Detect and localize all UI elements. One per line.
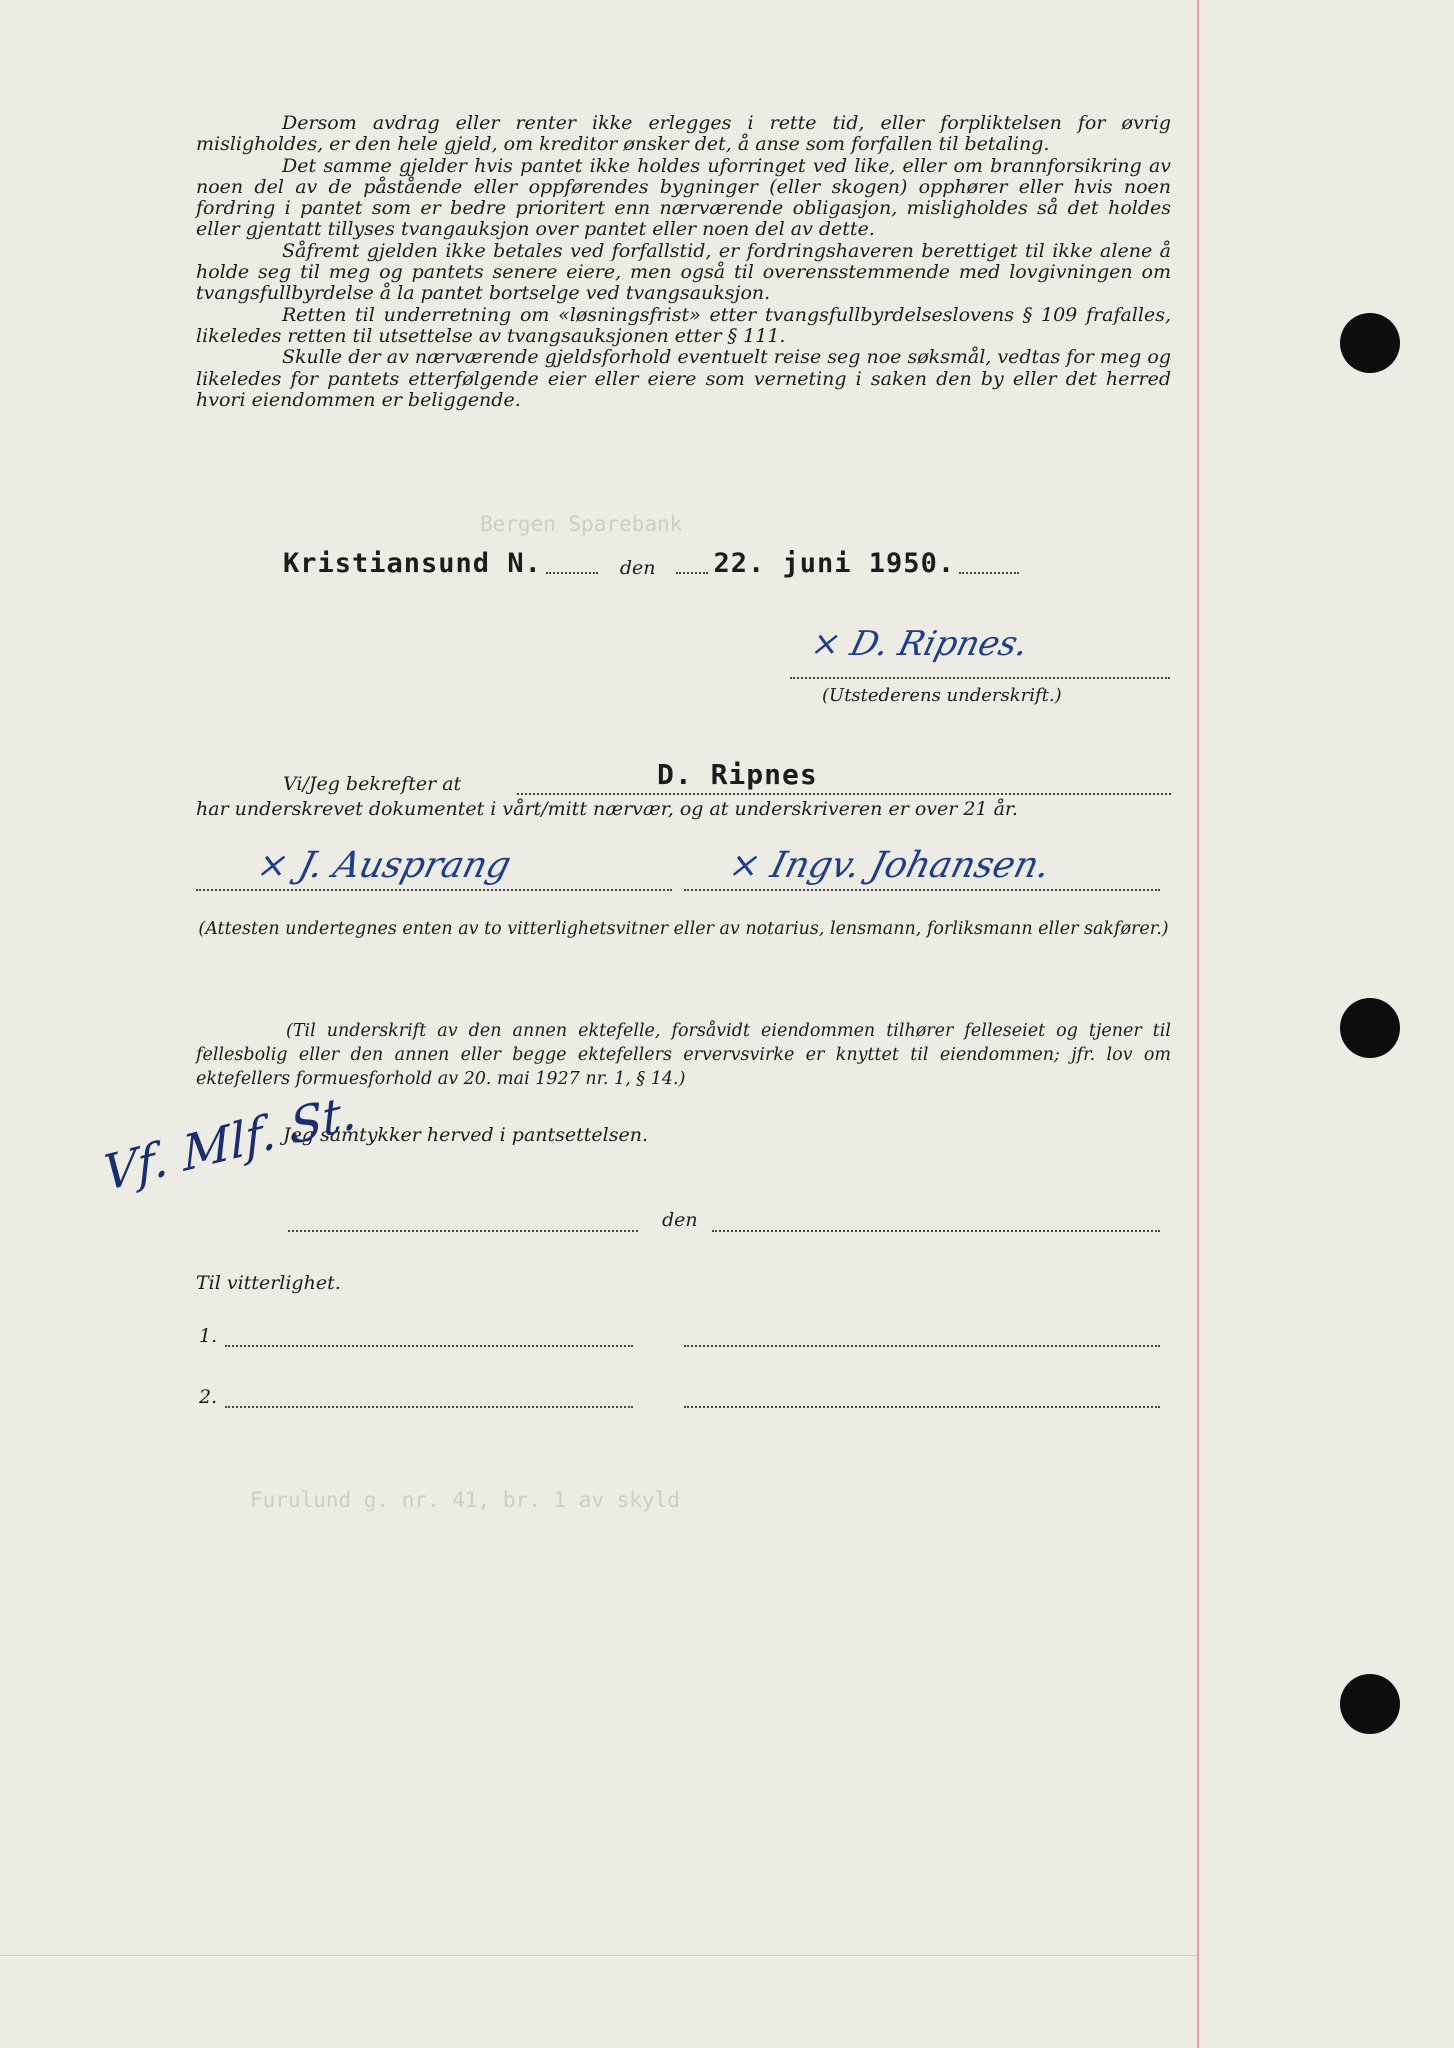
witness-row-1: 1. bbox=[199, 1325, 218, 1347]
paragraph: Skulle der av nærværende gjeldsforhold eventuelt reise seg noe søksmål, vedtas for meg og likeledes for pantets etterfølgende eier eller eiere som verneting i saken den by eller det herred hvori eiendommen er beliggende. bbox=[196, 346, 1171, 411]
issuer-signature: × D. Ripnes. bbox=[807, 624, 1033, 664]
punch-hole-middle bbox=[1340, 998, 1400, 1058]
bleed-through-line: Furulund g. nr. 41, br. 1 av skyld bbox=[250, 1488, 680, 1512]
terms-text bbox=[196, 113, 1171, 411]
witness2-signature: × Ingv. Johansen. bbox=[724, 845, 1055, 886]
spouse-note-text: (Til underskrift av den annen ektefelle, forsåvidt eiendommen tilhører felleseiet og tjener til fellesbolig eller den annen eller begge ektefellers ervervsvirke er knyttet til eiendommen; jfr. lov om ektefellers formuesforhold av 20. mai 1927 nr. 1, § 14.) bbox=[196, 1021, 1171, 1089]
attest-note: (Attesten undertegnes enten av to vitterlighetsvitner eller av notarius, lensmann, forliksmann eller sakfører.) bbox=[198, 919, 1169, 939]
punch-hole-top bbox=[1340, 313, 1400, 373]
issuer-caption: (Utstederens underskrift.) bbox=[822, 685, 1062, 706]
paragraph: Dersom avdrag eller renter ikke erlegges i rette tid, eller forpliktelsen for øvrig misligholdes, er den hele gjeld, om kreditor ønsker det, å anse som forfallen til betaling. bbox=[196, 112, 1171, 156]
margin-rule bbox=[1197, 0, 1199, 2048]
paragraph: Såfremt gjelden ikke betales ved forfallstid, er fordringshaveren berettiget til ikke alene å holde seg til meg og pantets senere eiere, men også til overensstemmende med lovgivningen om tvangsfullbyrdelse å la pantet bortselge ved tvangsauksjon. bbox=[196, 239, 1171, 305]
consent-den-label: den bbox=[662, 1209, 698, 1231]
confirm-line2: har underskrevet dokumentet i vårt/mitt nærvær, og at underskriveren er over 21 år. bbox=[196, 798, 1018, 820]
bottom-rule bbox=[0, 1955, 1197, 1956]
paragraph: Det samme gjelder hvis pantet ikke holdes uforringet ved like, eller om brannforsikring av noen del av de påstående eller oppførendes bygninger (eller skogen) opphører eller hvis noen fordring i pantet som er bedre prioritert enn nærværende obligasjon, misligholdes så det holdes eller gjentatt tillyses tvangauksjon over pantet eller noen del av dette. bbox=[196, 154, 1171, 241]
consent-text: Jeg samtykker herved i pantsettelsen. bbox=[283, 1124, 648, 1146]
confirmed-name: D. Ripnes bbox=[653, 758, 822, 791]
punch-hole-bottom bbox=[1340, 1674, 1400, 1734]
spouse-note bbox=[196, 1019, 1171, 1091]
margin-mark: Vf. Mlf. St. bbox=[101, 1083, 358, 1203]
place-date-row bbox=[283, 548, 1019, 579]
confirm-lead: Vi/Jeg bekrefter at bbox=[283, 773, 462, 795]
witness1-signature: × J. Ausprang bbox=[252, 845, 515, 886]
paragraph: Retten til underretning om «løsningsfrist» etter tvangsfullbyrdelseslovens § 109 frafalles, likeledes retten til utsettelse av tvangsauksjonen etter § 111. bbox=[196, 303, 1171, 347]
date: 22. juni 1950. bbox=[713, 548, 956, 579]
place: Kristiansund N. bbox=[283, 548, 542, 579]
witness-row-2: 2. bbox=[199, 1386, 218, 1408]
den-label: den bbox=[619, 557, 656, 579]
witness-heading: Til vitterlighet. bbox=[196, 1272, 341, 1294]
bleed-through-line: Bergen Sparebank bbox=[480, 512, 683, 536]
